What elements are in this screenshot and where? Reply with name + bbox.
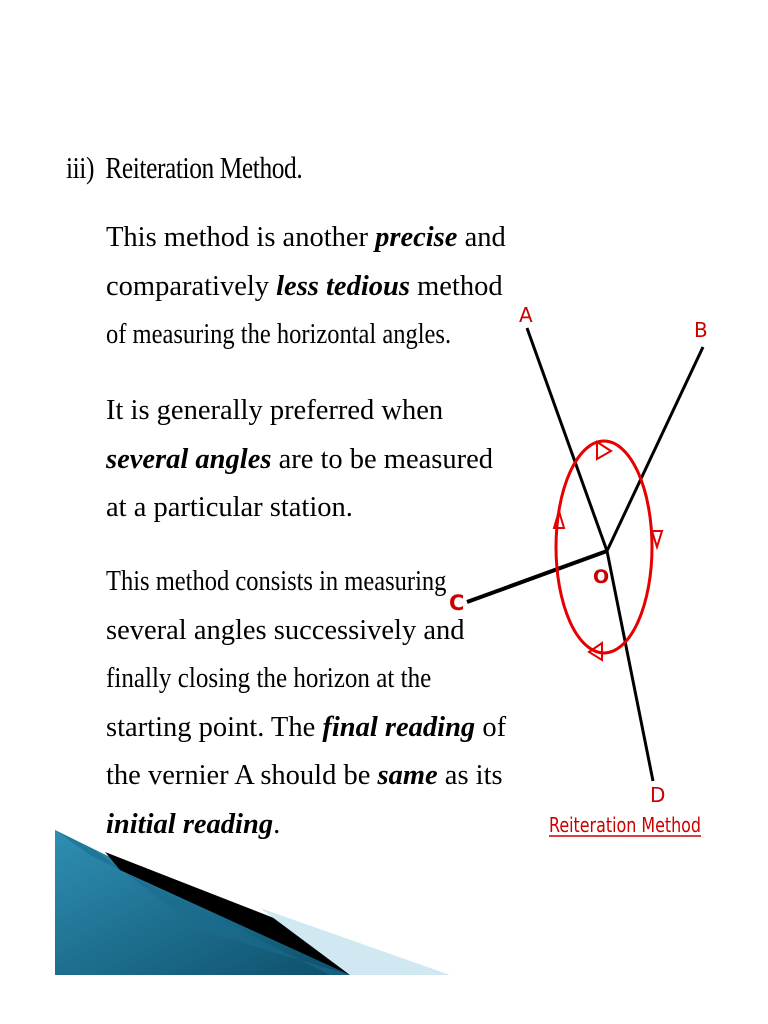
text-run: several angles successively and (106, 614, 465, 646)
paragraph-1-line-1 (106, 214, 506, 263)
emphasis-several-angles: several angles (106, 443, 272, 475)
label-O: O (593, 566, 610, 588)
text-run: the vernier A should be (106, 760, 378, 791)
paragraph-3-line-3 (106, 655, 436, 704)
paragraph-2 (106, 387, 493, 533)
section-heading (66, 150, 302, 186)
text-run: This method consists in measuring (106, 566, 447, 597)
paragraph-3-line-2 (106, 607, 465, 656)
paragraph-2-line-2 (106, 436, 493, 485)
paragraph-1-line-2 (106, 263, 503, 312)
text-run: This method is another (106, 222, 376, 253)
paragraph-1 (106, 214, 506, 360)
emphasis-initial-reading: initial reading (106, 808, 274, 840)
corner-decoration (0, 820, 450, 980)
paragraph-3-line-1 (106, 558, 447, 607)
text-run: of measuring the horizontal angles. (106, 319, 452, 350)
section-number: iii) (66, 150, 95, 185)
reiteration-diagram (437, 280, 740, 850)
paragraph-1-line-3 (106, 311, 452, 360)
text-run: It is generally preferred when (106, 395, 444, 426)
line-OC (467, 551, 610, 602)
emphasis-precise: precise (375, 222, 458, 253)
text-run: method (409, 270, 503, 302)
diagram-caption: Reiteration Method (549, 813, 701, 837)
paragraph-2-line-1 (106, 387, 444, 436)
label-A: A (519, 303, 533, 327)
line-OA (527, 328, 607, 551)
emphasis-less-tedious: less tedious (276, 270, 410, 302)
label-D: D (650, 783, 666, 807)
paragraph-3 (106, 558, 507, 849)
paragraph-3-line-5 (106, 752, 503, 801)
text-run: are to be measured (271, 443, 493, 475)
section-title: Reiteration Method. (105, 150, 303, 185)
text-run: and (457, 222, 506, 253)
text-run: of (475, 711, 507, 743)
text-run: starting point. The (106, 711, 323, 743)
text-run: as its (437, 760, 503, 791)
paragraph-2-line-3 (106, 484, 436, 533)
text-run: at a particular station. (106, 492, 353, 523)
text-run: finally closing the horizon at the (106, 663, 432, 694)
paragraph-3-line-4 (106, 704, 507, 753)
text-run: comparatively (106, 270, 277, 302)
text-run: . (273, 808, 281, 840)
arrow-right (652, 531, 662, 547)
emphasis-final-reading: final reading (322, 711, 476, 743)
emphasis-same: same (377, 760, 438, 791)
arrow-top (597, 442, 611, 459)
line-OD (607, 551, 653, 781)
label-C: C (449, 591, 465, 615)
label-B: B (694, 318, 708, 342)
